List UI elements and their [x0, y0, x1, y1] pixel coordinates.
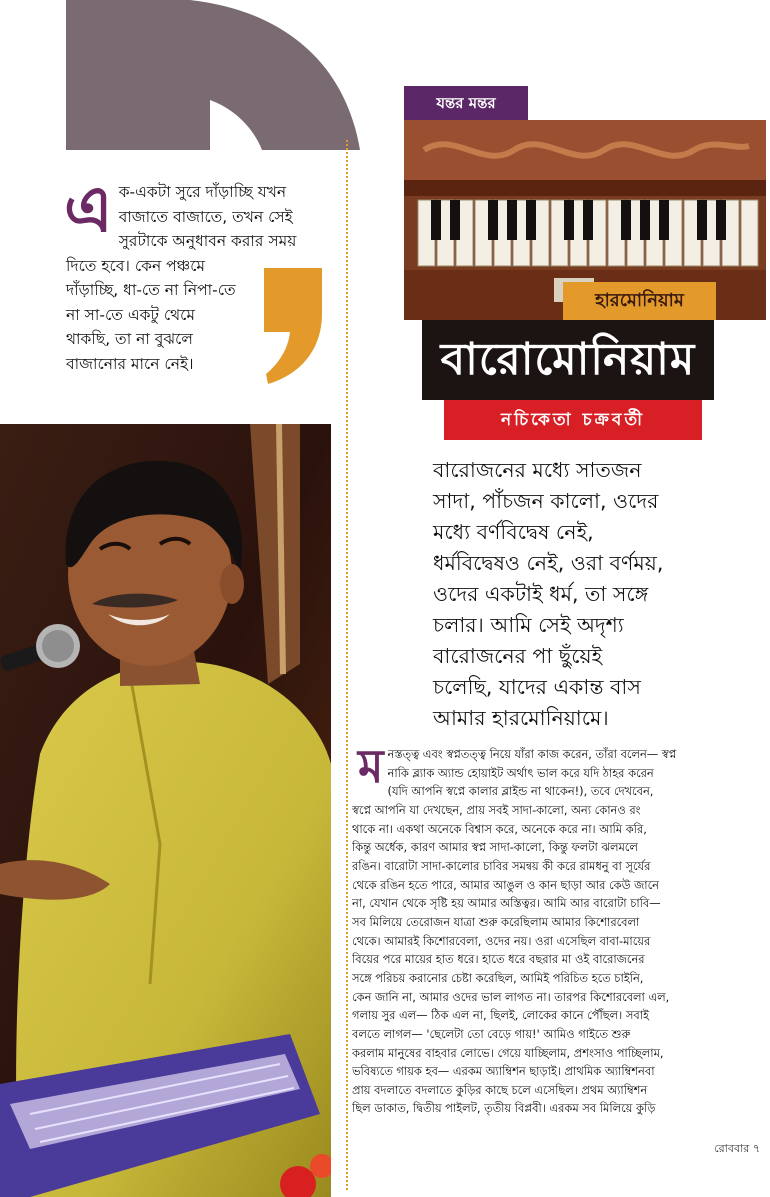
harmonium-white-key — [741, 200, 758, 266]
body-line: সঙ্গে পরিচয় করানোর চেষ্টা করেছিল, আমিই পরিচিত হতে চাইনি, — [352, 970, 644, 985]
body-line: নাকি ব্ল্যাক অ্যান্ড হোয়াইট অর্থাৎ ভাল করে যদি ঠাহর করেন — [387, 765, 654, 780]
page-footer: রোববার ৭ — [714, 1142, 760, 1155]
intro-line: সাদা, পাঁচজন কালো, ওদের — [433, 489, 659, 513]
intro-line: ধর্মবিদ্বেষও নেই, ওরা বর্ণময়, — [433, 551, 664, 575]
singer-photo — [0, 424, 331, 1197]
open-quote-mark — [0, 0, 362, 178]
author-name: নচিকেতা চক্রবর্তী — [444, 400, 702, 440]
harmonium-black-key — [431, 200, 441, 240]
body-line: ছিল ডাকাত, দ্বিতীয় পাইলট, তৃতীয় বিপ্লবী। এরকম সব মিলিয়ে কুড়ি — [352, 1101, 656, 1116]
pull-quote-line: সুরটাকে অনুধাবন করার সময় — [118, 232, 297, 250]
intro-line: চলেছি, যাদের একান্ত বাস — [433, 675, 641, 699]
body-line: কিন্তু অর্ধেক, কারণ আমার স্বপ্ন সাদা-কালো, কিন্তু ফলটা ঝলমলে — [352, 840, 638, 855]
body-line: গলায় সুর এল— ঠিক এল না, ছিলই, লোকের কানে পৌঁছল। সবাই — [352, 1008, 649, 1023]
pull-quote-line: থাকছি, তা না বুঝলে — [66, 330, 193, 348]
pull-quote-line: দিতে হবে। কেন পঞ্চমে — [66, 256, 206, 275]
body-line: নস্তত্ত্ব এবং স্বপ্নতত্ত্ব নিয়ে যাঁরা কাজ করেন, তাঁরা বলেন— স্বপ্ন — [387, 747, 677, 761]
intro-paragraph — [433, 455, 763, 734]
pull-quote-drop-cap: এ — [64, 172, 113, 247]
body-line: বলতে লাগল— 'ছেলেটা তো বেড়ে গায়!' আমিও গাইতে শুরু — [352, 1026, 631, 1041]
harmonium-black-key — [488, 200, 498, 240]
body-line: না, যেখান থেকে সৃষ্টি হয় আমার অস্তিত্বর। আমি আর বারোটা চাবি— — [352, 896, 661, 911]
body-line: থেকে। আমারই কিশোরবেলা, ওদের নয়। ওরা এসেছিল বাবা-মায়ের — [352, 933, 651, 948]
article-body — [352, 739, 764, 1118]
pull-quote — [64, 172, 336, 376]
body-drop-cap: ম — [358, 739, 384, 793]
harmonium-black-key — [716, 200, 726, 240]
body-line: ভবিষ্যতে গায়ক হব— এরকম অ্যাম্বিশন ছাড়াই। প্রাথমিক অ্যাম্বিশনবা — [352, 1064, 655, 1079]
pull-quote-line: দাঁড়াচ্ছি, ধা-তে না নিপা-তে — [66, 281, 236, 299]
harmonium-black-key — [507, 200, 517, 240]
harmonium-black-key — [640, 200, 650, 240]
body-line: স্বপ্নে আপনি যা দেখছেন, প্রায় সবই সাদা-কালো, অন্য কোনও রং — [352, 802, 641, 817]
pull-quote-line: না সা-তে একটু থেমে — [66, 305, 196, 324]
pull-quote-line: বাজানোর মানে নেই। — [66, 354, 194, 373]
body-line: সব মিলিয়ে তেরোজন যাত্রা শুরু করেছিলাম আমার কিশোরবেলা — [352, 914, 640, 929]
harmonium-black-key — [450, 200, 460, 240]
instrument-tag: হারমোনিয়াম — [563, 282, 716, 320]
body-line: থেকে রঙিন হতে পারে, আমার আঙুল ও কান ছাড়া আর কেউ জানে — [352, 877, 659, 892]
harmonium-black-key — [697, 200, 707, 240]
body-line: বিয়ের পরে মায়ের হাত ধরে। হাতে ধরে বছরার মা ওই বারোজনের — [352, 952, 645, 967]
body-line: প্রায় বদলাতে বদলাতে কুড়ির কাছে চলে এসেছিল। প্রথম অ্যাম্বিশন — [352, 1082, 648, 1097]
intro-line: চলার। আমি সেই অদৃশ্য — [433, 613, 624, 637]
body-line: কেন জানি না, আমার ওদের ভাল লাগত না। তারপর কিশোরবেলা এল, — [352, 989, 670, 1004]
harmonium-black-key — [621, 200, 631, 240]
body-line: করলাম মানুষের বাহবার লোভে। গেয়ে যাচ্ছিলাম, প্রশংসাও পাচ্ছিলাম, — [352, 1045, 664, 1060]
harmonium-black-key — [526, 200, 536, 240]
pull-quote-line: বাজাতে বাজাতে, তখন সেই — [118, 207, 293, 226]
intro-line: ওদের একটাই ধর্ম, তা সঙ্গে — [433, 582, 649, 606]
harmonium-black-key — [583, 200, 593, 240]
body-line: (যদি আপনি স্বপ্নে কালার ব্লাইন্ড না থাকেন!), তবে দেখবেন, — [387, 784, 654, 799]
harmonium-black-key — [564, 200, 574, 240]
harmonium-black-key — [659, 200, 669, 240]
body-line: থাকে না। একথা অনেকে বিশ্বাস করে, অনেকে করে না। আমি করি, — [352, 821, 647, 836]
pull-quote-line: ক-একটা সুরে দাঁড়াচ্ছি যখন — [118, 183, 287, 201]
article-title: বারোমোনিয়াম — [422, 320, 714, 400]
section-tag: যন্তর মন্তর — [404, 86, 528, 120]
column-divider — [346, 140, 348, 1190]
intro-line: মধ্যে বর্ণবিদ্বেষ নেই, — [433, 520, 594, 544]
intro-line: বারোজনের পা ছুঁয়েই — [433, 644, 603, 668]
intro-line: বারোজনের মধ্যে সাতজন — [433, 458, 642, 482]
intro-line: আমার হারমোনিয়ামে। — [433, 706, 609, 730]
body-line: রঙিন। বারোটা সাদা-কালোর চাবির সমন্বয় কী করে রামধনু বা সূর্যের — [352, 858, 651, 873]
